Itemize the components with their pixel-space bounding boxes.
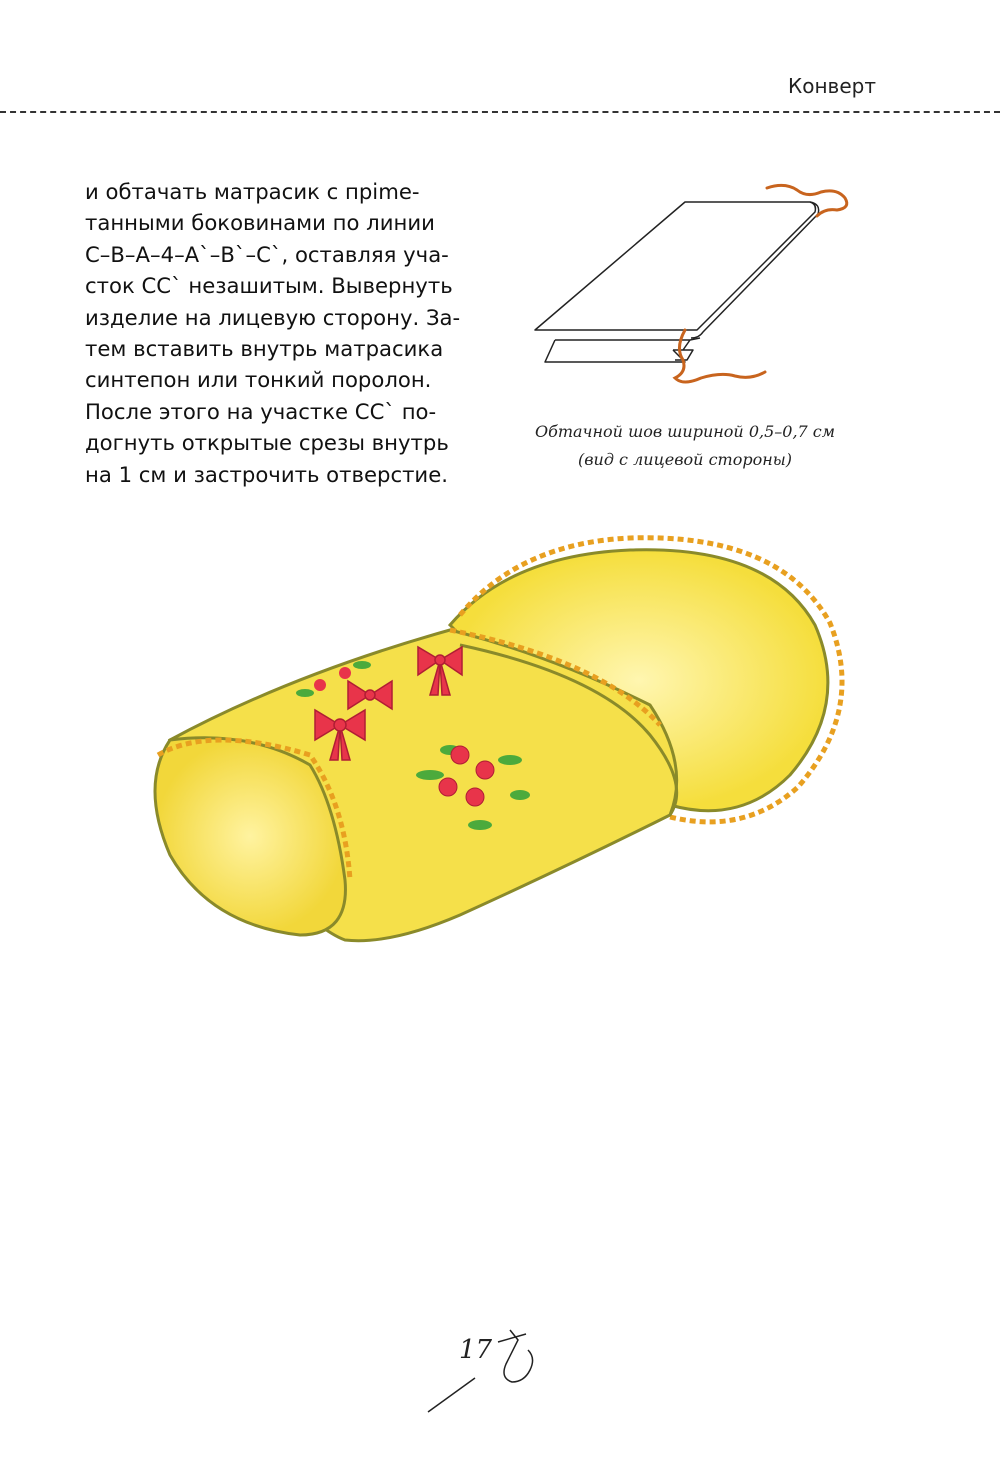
text-line: на 1 см и застрочить отверстие.: [85, 461, 448, 487]
flower: [439, 778, 457, 796]
caption-line: Обтачной шов шириной 0,5–0,7 см: [534, 422, 836, 441]
bow-knot: [365, 690, 375, 700]
flower: [466, 788, 484, 806]
text-line: и обтачать матрасик с прime-: [85, 179, 420, 204]
envelope-illustration: [130, 535, 850, 965]
bottom-fabric-layer: [545, 340, 685, 362]
header-dashed-divider: [0, 111, 1000, 113]
seam-allowance: [673, 338, 700, 360]
page-number: 17: [459, 1335, 493, 1365]
body-paragraph: [85, 176, 465, 490]
thread-bottom: [675, 330, 765, 382]
section-title: Конверт: [788, 74, 876, 98]
flower: [476, 761, 494, 779]
thread-top: [767, 185, 847, 216]
top-fabric-layer: [535, 202, 815, 330]
text-line: С–В–А–4–А`–В`–С`, оставляя уча-: [85, 241, 449, 267]
text-line: танными боковинами по линии: [85, 210, 435, 236]
text-line: догнуть открытые срезы внутрь: [85, 430, 449, 456]
thread-icon: [498, 1334, 526, 1342]
needle-icon: [428, 1378, 475, 1412]
seam-diagram: [525, 180, 855, 395]
figure-caption: [500, 418, 870, 474]
text-line: После этого на участке СС` по-: [85, 398, 437, 424]
bow-knot: [435, 655, 445, 665]
needle-icon: [504, 1330, 533, 1382]
text-line: изделие на лицевую сторону. За-: [85, 304, 461, 330]
bow-knot: [334, 719, 346, 731]
flower: [451, 746, 469, 764]
page-footer-ornament: [420, 1320, 580, 1420]
text-line: синтепон или тонкий поролон.: [85, 367, 432, 393]
caption-line: (вид с лицевой стороны): [577, 450, 793, 469]
text-line: тем вставить внутрь матрасика: [85, 336, 444, 362]
text-line: сток СС` незашитым. Вывернуть: [85, 273, 453, 299]
